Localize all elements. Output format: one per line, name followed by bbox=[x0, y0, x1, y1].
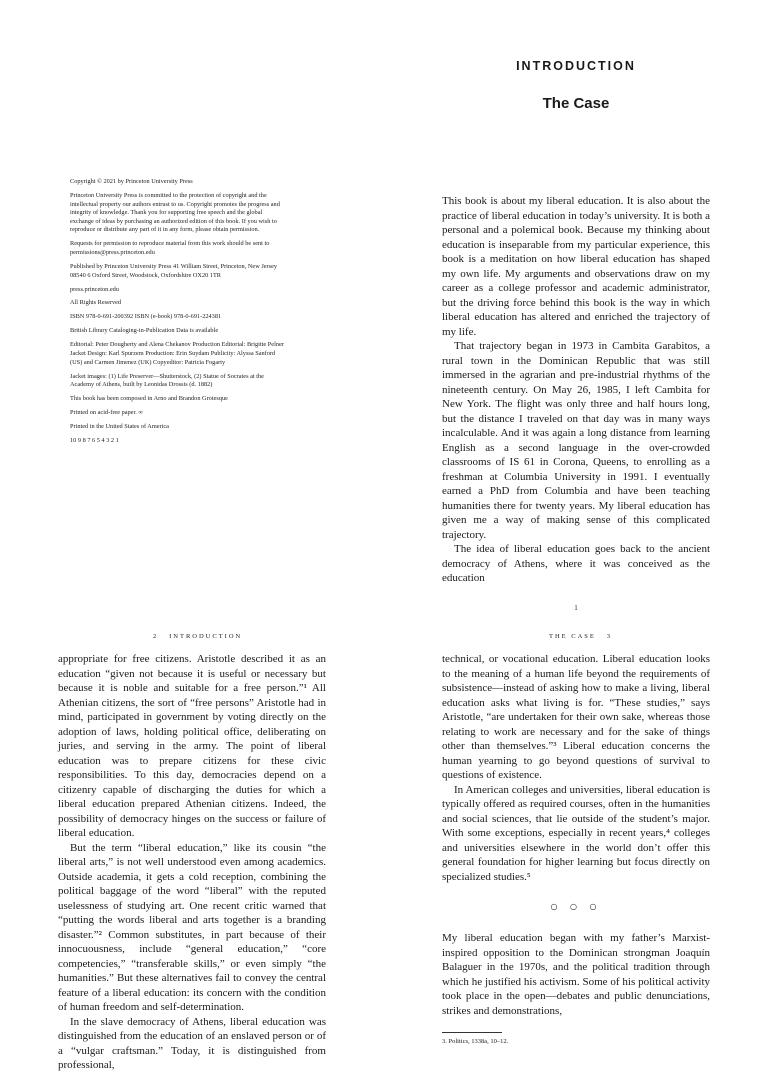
paragraph: This book is about my liberal education. It is also about the practice of liberal education in today’s university. It is both a personal and a polemical book. Because my thinking about education is inseparable from my particular experience, this book is a meditation on how liberal education has shaped my own life. My arguments and observations draw on my career as a college professor and academic administrator, but the driving force behind this book is the way in which liberal education has altered and enriched the trajectory of my life. bbox=[442, 195, 710, 338]
page-2-body bbox=[58, 652, 326, 1073]
publisher-address: Published by Princeton University Press 41 William Street, Princeton, New Jersey 08540 6 Oxford Street, Woodstock, Oxfordshire OX20 1TR bbox=[70, 262, 278, 279]
publisher-website: press.princeton.edu bbox=[70, 285, 119, 293]
introduction-page bbox=[442, 55, 710, 612]
credits: Editorial: Peter Dougherty and Alena Chekanov Production Editorial: Brigitte Pelner Jacket Design: Karl Spurzem Production: Erin Suydam Publicity: Alyssa Sanford (US) and Carmen Jimenez (UK) Copyeditor: Patricia Fogarty bbox=[70, 341, 284, 366]
paragraph: My liberal education began with my father’s Marxist-inspired opposition to the Dominican strongman Joaquín Balaguer in the 1970s, and the political tradition through which he justified his activism. Some of his political activity took place in the open—debates and public denunciations, strikes and demonstrations, bbox=[442, 932, 710, 1017]
paper-note: Printed on acid-free paper. ∞ bbox=[70, 409, 143, 417]
typeface-note: This book has been composed in Arno and Brandon Grotesque bbox=[70, 395, 228, 403]
paragraph: The idea of liberal education goes back to the ancient democracy of Athens, where it was conceived as the education bbox=[442, 543, 710, 584]
chapter-title: The Case bbox=[542, 95, 610, 112]
printing-country: Printed in the United States of America bbox=[70, 423, 169, 431]
running-head-right: THE CASE 3 bbox=[549, 633, 612, 640]
copyright-line: Copyright © 2021 by Princeton University Press bbox=[70, 178, 193, 185]
paragraph: appropriate for free citizens. Aristotle described it as an education “given not because it is useful or necessary but because it is noble and suitable for a free person.”¹ All Athenian citizens, the sort of “free persons” Aristotle had in mind, participated in government by voting directly on the adoption of laws, holding political office, deliberating on juries, and serving in the army. The point of liberal education was to prepare citizens for these civic responsibilities. To this day, democracies depend on a citizenry capable of discharging the duties for which a liberal education prepared Athenian citizens. Indeed, the possibility of democracy hinges on the success or failure of liberal education. bbox=[58, 653, 326, 839]
jacket-images: Jacket images: (1) Life Preserver—Shutterstock, (2) Statue of Socrates at the Academy of Athens, built by Leonidas Drossis (d. 1882) bbox=[70, 372, 264, 389]
paragraph: technical, or vocational education. Liberal education looks to the meaning of a human life beyond the requirements of subsistence—instead of asking how to make a living, liberal education asks what living is for. “These studies,” says Aristotle, “are undertaken for their own sake, whereas those relating to work are necessary and for the sake of things other than themselves.”³ Liberal education concerns the human yearning to go beyond questions of survival to questions of existence. bbox=[442, 653, 710, 781]
permissions-notice: Requests for permission to reproduce material from this work should be sent to permissions@press.princeton.edu bbox=[70, 240, 270, 256]
section-break-ornament: ○ ○ ○ bbox=[550, 902, 602, 911]
paragraph: In American colleges and universities, liberal education is typically offered as required courses, often in the humanities and social sciences, that lie outside of the student’s major. With some exceptions, especially in recent years,⁴ colleges and universities elsewhere in the world don’t offer this general foundation for higher learning but focus directly on specialized studies.⁵ bbox=[442, 783, 710, 883]
page-3-body bbox=[442, 652, 710, 884]
footnote: 3. Politics, 1338a, 10–12. bbox=[442, 1038, 509, 1045]
running-head-left: 2 INTRODUCTION bbox=[153, 633, 243, 640]
isbn-lines: ISBN 978-0-691-200392 ISBN (e-book) 978-0-691-224381 bbox=[70, 313, 222, 321]
copyright-notice: Princeton University Press is committed to the protection of copyright and the intellectual property our authors entrust to us. Copyright promotes the progress and integrity of knowledge. Thank you for supporting free speech and the global exchange of ideas by purchasing an authorized edition of this book. If you wish to reproduce or distribute any part of it in any form, please obtain permission. bbox=[70, 191, 280, 234]
page-3 bbox=[442, 652, 710, 1045]
chapter-label: INTRODUCTION bbox=[516, 59, 636, 73]
page-number: 1 bbox=[574, 603, 578, 612]
paragraph: In the slave democracy of Athens, liberal education was distinguished from the education of an enslaved person or of a “vulgar craftsman.” Today, it is distinguished from professional, bbox=[58, 1015, 326, 1071]
paragraph: But the term “liberal education,” like its cousin “the liberal arts,” is not well understood even among academics. Outside academia, it gets a cold reception, combining the political baggage of the word “liberal” with the reputed uselessness of studying art. One recent critic warned that “putting the words liberal and arts together is a branding disaster.”² Common substitutes, in part because of their innocuousness, include “general education,” “core competencies,” “transferable skills,” or even simply “the humanities.” But these alternatives fail to convey the central feature of a liberal education: its concern with the condition of human freedom and self-determination. bbox=[58, 841, 326, 1013]
rights-reserved: All Rights Reserved bbox=[70, 299, 122, 307]
footnote-rule bbox=[442, 1032, 502, 1033]
paragraph: That trajectory began in 1973 in Cambita Garabitos, a rural town in the Dominican Republic that was still immersed in the agrarian and pre-industrial rhythms of the nineteenth century. On May 26, 1985, I left Cambita for New York. The flight was only three and half hours long, but the distance I traveled on that day was in many ways incalculable. And it was again a long distance from learning English as a second language in the over-crowded classrooms of IS 61 in Corona, Queens, to enrolling as a freshman at Columbia University in 1991. I eventually earned a PhD from Columbia and have been teaching humanities there for twenty years. My liberal education has given me a way of making sense of this complicated trajectory. bbox=[442, 340, 710, 541]
cataloging-data: British Library Cataloging-in-Publication Data is available bbox=[70, 327, 219, 335]
page-3-section-body bbox=[442, 931, 710, 1018]
intro-body bbox=[442, 194, 710, 586]
copyright-page bbox=[70, 178, 285, 451]
printing-line: 10 9 8 7 6 5 4 3 2 1 bbox=[70, 437, 119, 445]
